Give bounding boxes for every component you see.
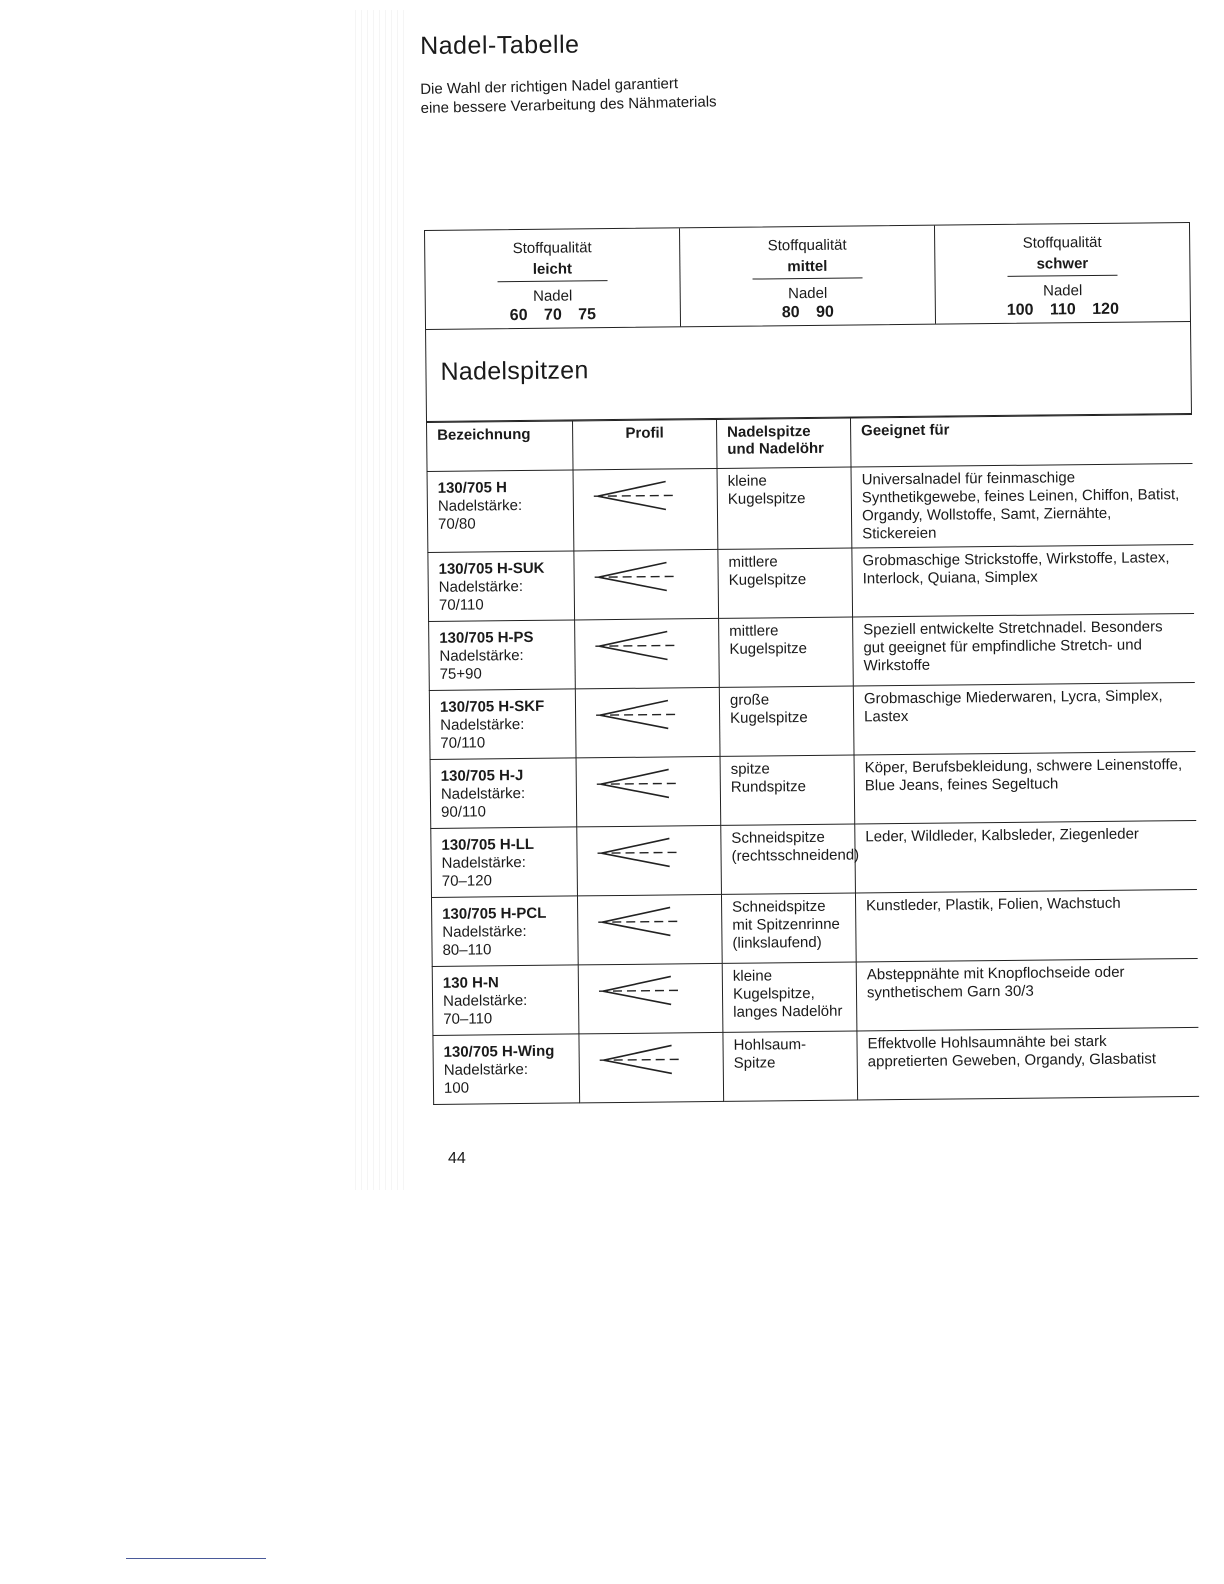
- needle-use: Universalnadel für feinmaschige Synthetikgewebe, feines Leinen, Chiffon, Batist, Organdy, Wollstoffe, Samt, Ziernähte, Stickereien: [851, 463, 1193, 548]
- needle-profile: [574, 549, 719, 620]
- needle-profile-icon: [586, 723, 686, 741]
- needle-profile-icon: [587, 792, 687, 810]
- needle-designation: [427, 470, 574, 553]
- needle-tip-type: große Kugelspitze: [719, 686, 854, 756]
- table-row: [427, 463, 1193, 552]
- needle-profile: [573, 468, 718, 551]
- needle-designation: [431, 827, 578, 898]
- needle-strength-label: Nadelstärke:: [442, 991, 528, 1010]
- needle-tip-type: mittlere Kugelspitze: [718, 548, 853, 618]
- needle-strength-label: Nadelstärke:: [437, 496, 523, 515]
- needle-profile-icon: [585, 654, 685, 672]
- needle-strength-label: Nadelstärke:: [442, 922, 527, 941]
- nadel-label: Nadel: [1042, 282, 1083, 300]
- needle-profile: [578, 963, 723, 1034]
- needle-profile: [575, 687, 720, 758]
- needle-strength-label: Nadelstärke:: [443, 1060, 529, 1079]
- needle-use: Köper, Berufsbekleidung, schwere Leinenstoffe, Blue Jeans, feines Segeltuch: [854, 751, 1196, 824]
- table-row: [431, 889, 1197, 966]
- needle-strength-label: Nadelstärke:: [440, 784, 526, 803]
- needle-code: 130/705 H-J: [440, 766, 524, 785]
- needle-designation: [432, 965, 579, 1036]
- needle-use: Kunstleder, Plastik, Folien, Wachstuch: [855, 889, 1197, 962]
- needle-strength-label: Nadelstärke:: [440, 715, 525, 734]
- needle-code: 130/705 H-SUK: [438, 559, 545, 578]
- quality-label: Stoffqualität: [767, 236, 847, 255]
- needle-profile: [579, 1032, 724, 1103]
- table-row: [433, 1027, 1199, 1104]
- needle-tip-type: spitze Rundspitze: [720, 755, 855, 825]
- needle-profile: [577, 825, 722, 896]
- needle-use: Grobmaschige Strickstoffe, Wirkstoffe, Lastex, Interlock, Quiana, Simplex: [852, 544, 1194, 617]
- needle-strength-value: 70/110: [440, 734, 486, 752]
- table-row: [429, 613, 1195, 690]
- table-row: [429, 682, 1195, 759]
- needle-use: Grobmaschige Miederwaren, Lycra, Simplex, Lastex: [853, 682, 1195, 755]
- footer-rule: [126, 1558, 266, 1559]
- intro-text: [420, 73, 717, 118]
- needle-tip-type: Schneidspitze (rechtsschneidend): [721, 824, 856, 894]
- needle-code: 130/705 H: [437, 479, 508, 497]
- needle-profile: [577, 894, 722, 965]
- needle-strength-value: 75+90: [439, 665, 482, 683]
- header-use: Geeignet für: [850, 414, 1192, 467]
- table-row: [431, 820, 1197, 897]
- needle-designation: [430, 758, 577, 829]
- intro-line-1: Die Wahl der richtigen Nadel garantiert: [420, 75, 679, 98]
- table-row: [432, 958, 1198, 1035]
- needle-designation: [433, 1034, 580, 1105]
- needle-code: 130/705 H-PS: [439, 628, 534, 647]
- needle-designation: [431, 896, 578, 967]
- quality-label: Stoffqualität: [1022, 233, 1102, 252]
- quality-label: Stoffqualität: [512, 239, 592, 258]
- needle-use: Speziell entwickelte Stretchnadel. Besonders gut geeignet für empfindliche Stretch- und Wirkstoffe: [853, 613, 1195, 686]
- needle-tip-type: Hohlsaum-Spitze: [723, 1031, 858, 1101]
- header-profil: Profil: [573, 419, 718, 470]
- nadel-label: Nadel: [533, 287, 573, 305]
- needle-profile: [575, 618, 720, 689]
- needle-profile-icon: [585, 585, 685, 603]
- quality-cell-medium: [680, 226, 936, 327]
- table-header-row: [427, 414, 1193, 471]
- needle-profile-icon: [590, 1068, 690, 1086]
- needle-designation: [429, 689, 576, 760]
- needle-code: 130/705 H-SKF: [439, 697, 545, 716]
- needle-profile-icon: [588, 861, 688, 879]
- needle-profile-icon: [589, 999, 689, 1017]
- needle-tip-type: mittlere Kugelspitze: [719, 617, 854, 687]
- needle-tip-type: kleine Kugelspitze, langes Nadelöhr: [722, 962, 857, 1032]
- table-row: [430, 751, 1196, 828]
- needle-use: Absteppnähte mit Knopflochseide oder synthetischem Garn 30/3: [856, 958, 1198, 1031]
- needle-designation: [428, 551, 575, 622]
- needle-profile-icon: [584, 504, 684, 522]
- needle-strength-value: 90/110: [441, 803, 486, 821]
- needle-use: Effektvolle Hohlsaumnähte bei stark appretierten Geweben, Organdy, Glasbatist: [857, 1027, 1199, 1100]
- binding-shadow: [355, 10, 405, 1190]
- needle-sizes: 60 70 75: [509, 306, 597, 325]
- header-tip: Nadelspitze und Nadelöhr: [716, 418, 851, 468]
- needle-strength-value: 100: [443, 1079, 470, 1097]
- needle-strength-value: 70–120: [441, 872, 492, 890]
- fabric-quality-row: [424, 222, 1191, 330]
- needle-strength-value: 70/80: [437, 515, 476, 533]
- needle-profile-icon: [588, 930, 688, 948]
- needle-use: Leder, Wildleder, Kalbsleder, Ziegenleder: [855, 820, 1197, 893]
- needle-strength-value: 70/110: [438, 596, 484, 614]
- header-name: Bezeichnung: [427, 421, 574, 472]
- needle-strength-label: Nadelstärke:: [441, 853, 526, 872]
- needle-code: 130/705 H-Wing: [443, 1042, 555, 1061]
- quality-weight: schwer: [1007, 255, 1117, 277]
- needle-code: 130 H-N: [442, 974, 499, 992]
- needle-tip-type: Schneidspitze mit Spitzenrinne (linkslaufend): [721, 893, 856, 963]
- page-title: Nadel-Tabelle: [420, 30, 580, 60]
- needle-code: 130/705 H-PCL: [442, 904, 547, 923]
- needle-strength-label: Nadelstärke:: [439, 646, 524, 665]
- quality-cell-heavy: [935, 223, 1190, 324]
- quality-weight: mittel: [752, 257, 862, 279]
- needle-strength-value: 70–110: [443, 1010, 493, 1028]
- needle-profile: [576, 756, 721, 827]
- needle-table: [424, 222, 1199, 1105]
- quality-weight: leicht: [497, 260, 607, 282]
- needle-sizes: 80 90: [781, 303, 834, 322]
- needle-strength-label: Nadelstärke:: [438, 577, 524, 596]
- needle-tips-table: [426, 414, 1199, 1105]
- needle-tip-type: kleine Kugelspitze: [717, 467, 852, 549]
- needle-designation: [429, 620, 576, 691]
- nadel-label: Nadel: [787, 284, 828, 303]
- quality-cell-light: [425, 228, 681, 329]
- needle-code: 130/705 H-LL: [441, 835, 535, 854]
- needle-tips-title: Nadelspitzen: [425, 322, 1192, 422]
- needle-sizes: 100 110 120: [1006, 300, 1120, 319]
- page-number: 44: [448, 1150, 466, 1167]
- intro-line-2: eine bessere Verarbeitung des Nähmaterials: [420, 93, 717, 117]
- table-row: [428, 544, 1194, 621]
- needle-strength-value: 80–110: [442, 941, 492, 959]
